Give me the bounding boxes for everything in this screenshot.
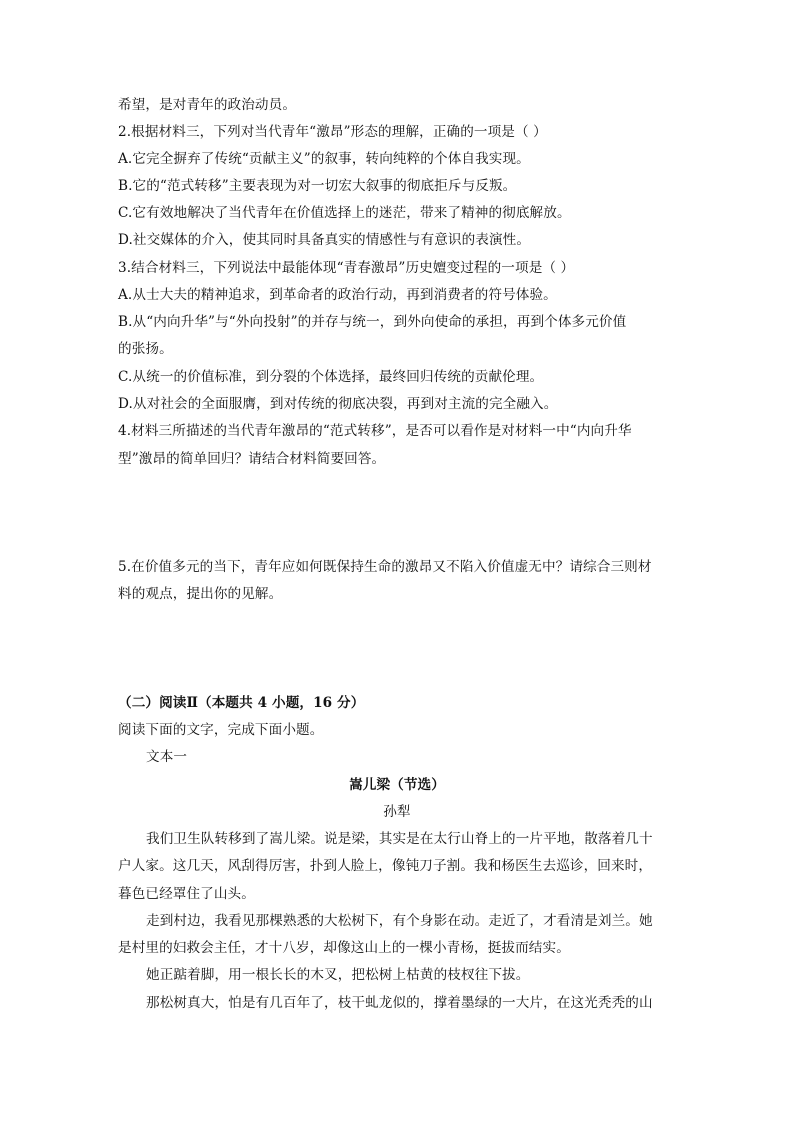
question-3-stem: 3.结合材料三，下列说法中最能体现“青春激昂”历史嬗变过程的一项是（ ） bbox=[118, 260, 575, 276]
section-instruction: 阅读下面的文字，完成下面小题。 bbox=[118, 722, 324, 738]
passage-line: 暮色已经罩住了山头。 bbox=[118, 886, 255, 902]
question-2-option-a: A.它完全摒弃了传统“贡献主义”的叙事，转向纯粹的个体自我实现。 bbox=[118, 151, 530, 167]
question-2-option-c: C.它有效地解决了当代青年在价值选择上的迷茫，带来了精神的彻底解放。 bbox=[118, 205, 571, 221]
material3-closing-line: 希望，是对青年的政治动员。 bbox=[118, 97, 297, 113]
question-3-option-b-line1: B.从“内向升华”与“外向投射”的并存与统一，到外向使命的承担，再到个体多元价值 bbox=[118, 314, 627, 330]
question-5-line2: 料的观点，提出你的见解。 bbox=[118, 586, 283, 602]
passage-line: 那松树真大，怕是有几百年了，枝干虬龙似的，撑着墨绿的一大片，在这光秃秃的山 bbox=[146, 995, 653, 1011]
passage-line: 她正踮着脚，用一根长长的木叉，把松树上枯黄的枝杈往下拔。 bbox=[146, 967, 530, 983]
passage-line: 是村里的妇救会主任，才十八岁，却像这山上的一棵小青杨，挺拔而结实。 bbox=[118, 940, 570, 956]
question-3-option-b-line2: 的张扬。 bbox=[118, 341, 173, 357]
question-3-option-a: A.从士大夫的精神追求，到革命者的政治行动，再到消费者的符号体验。 bbox=[118, 287, 557, 303]
passage-line: 我们卫生队转移到了嵩儿梁。说是梁，其实是在太行山脊上的一片平地，散落着几十 bbox=[146, 831, 653, 847]
question-3-option-d: D.从对社会的全面服膺，到对传统的彻底决裂，再到对主流的完全融入。 bbox=[118, 396, 558, 412]
question-3-option-c: C.从统一的价值标准，到分裂的个体选择，最终回归传统的贡献伦理。 bbox=[118, 369, 544, 385]
question-2-option-d: D.社交媒体的介入，使其同时具备真实的情感性与有意识的表演性。 bbox=[118, 232, 531, 248]
question-4-line1: 4.材料三所描述的当代青年激昂的“范式转移”，是否可以看作是对材料一中“内向升华 bbox=[118, 423, 632, 439]
section-heading: （二）阅读Ⅱ（本题共 4 小题，16 分） bbox=[118, 695, 365, 711]
question-5-line1: 5.在价值多元的当下，青年应如何既保持生命的激昂又不陷入价值虚无中？请综合三则材 bbox=[118, 559, 652, 575]
passage-line: 户人家。这几天，风刮得厉害，扑到人脸上，像钝刀子割。我和杨医生去巡诊，回来时， bbox=[118, 858, 653, 874]
text-label: 文本一 bbox=[146, 749, 188, 765]
question-4-line2: 型”激昂的简单回归？请结合材料简要回答。 bbox=[118, 451, 386, 467]
question-2-option-b: B.它的“范式转移”主要表现为对一切宏大叙事的彻底拒斥与反叛。 bbox=[118, 178, 517, 194]
passage-author: 孙犁 bbox=[383, 804, 411, 820]
question-2-stem: 2.根据材料三，下列对当代青年“激昂”形态的理解，正确的一项是（ ） bbox=[118, 124, 547, 140]
passage-title: 嵩儿梁（节选） bbox=[349, 777, 445, 793]
passage-line: 走到村边，我看见那棵熟悉的大松树下，有个身影在动。走近了，才看清是刘兰。她 bbox=[146, 913, 653, 929]
